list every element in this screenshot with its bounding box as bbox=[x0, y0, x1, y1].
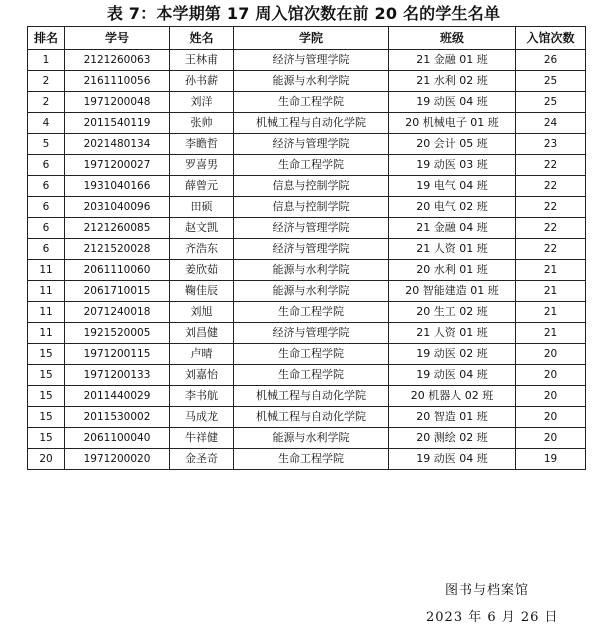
cell-class: 20 智能建造 01 班 bbox=[389, 281, 516, 302]
cell-class: 19 动医 02 班 bbox=[389, 344, 516, 365]
table-row bbox=[28, 386, 586, 407]
cell-student-id: 1971200020 bbox=[65, 449, 170, 470]
cell-rank: 6 bbox=[28, 176, 65, 197]
column-header-student-id: 学号 bbox=[65, 27, 170, 50]
table-row bbox=[28, 176, 586, 197]
cell-rank: 6 bbox=[28, 218, 65, 239]
cell-college: 信息与控制学院 bbox=[234, 197, 389, 218]
table-row bbox=[28, 50, 586, 71]
column-header-rank: 排名 bbox=[28, 27, 65, 50]
cell-visit-count: 25 bbox=[516, 92, 586, 113]
cell-class: 20 电气 02 班 bbox=[389, 197, 516, 218]
cell-rank: 6 bbox=[28, 239, 65, 260]
cell-name: 鞠佳辰 bbox=[170, 281, 234, 302]
cell-college: 生命工程学院 bbox=[234, 92, 389, 113]
cell-rank: 4 bbox=[28, 113, 65, 134]
cell-student-id: 1971200027 bbox=[65, 155, 170, 176]
cell-student-id: 2121260085 bbox=[65, 218, 170, 239]
cell-rank: 6 bbox=[28, 197, 65, 218]
cell-student-id: 2161110056 bbox=[65, 71, 170, 92]
footer-organization: 图书与档案馆 bbox=[445, 583, 530, 598]
cell-college: 生命工程学院 bbox=[234, 365, 389, 386]
cell-college: 生命工程学院 bbox=[234, 155, 389, 176]
cell-rank: 1 bbox=[28, 50, 65, 71]
cell-class: 20 智造 01 班 bbox=[389, 407, 516, 428]
cell-name: 刘昌健 bbox=[170, 323, 234, 344]
cell-student-id: 1971200133 bbox=[65, 365, 170, 386]
cell-class: 21 水利 02 班 bbox=[389, 71, 516, 92]
cell-name: 孙书薪 bbox=[170, 71, 234, 92]
cell-student-id: 2061710015 bbox=[65, 281, 170, 302]
cell-name: 张帅 bbox=[170, 113, 234, 134]
cell-college: 能源与水利学院 bbox=[234, 428, 389, 449]
cell-student-id: 1921520005 bbox=[65, 323, 170, 344]
cell-college: 经济与管理学院 bbox=[234, 218, 389, 239]
cell-name: 马成龙 bbox=[170, 407, 234, 428]
cell-name: 罗喜男 bbox=[170, 155, 234, 176]
cell-visit-count: 22 bbox=[516, 239, 586, 260]
cell-name: 薛曾元 bbox=[170, 176, 234, 197]
table-row bbox=[28, 239, 586, 260]
cell-class: 21 金融 04 班 bbox=[389, 218, 516, 239]
cell-class: 19 动医 04 班 bbox=[389, 449, 516, 470]
cell-class: 21 金融 01 班 bbox=[389, 50, 516, 71]
cell-visit-count: 21 bbox=[516, 281, 586, 302]
cell-rank: 11 bbox=[28, 302, 65, 323]
cell-class: 20 水利 01 班 bbox=[389, 260, 516, 281]
cell-visit-count: 20 bbox=[516, 344, 586, 365]
table-header-row bbox=[28, 27, 586, 50]
cell-rank: 15 bbox=[28, 386, 65, 407]
student-ranking-table bbox=[27, 26, 586, 470]
cell-student-id: 2121260063 bbox=[65, 50, 170, 71]
cell-name: 刘嘉怡 bbox=[170, 365, 234, 386]
cell-name: 卢晴 bbox=[170, 344, 234, 365]
table-row bbox=[28, 344, 586, 365]
table-row bbox=[28, 134, 586, 155]
cell-name: 姜欣茹 bbox=[170, 260, 234, 281]
table-row bbox=[28, 218, 586, 239]
cell-college: 经济与管理学院 bbox=[234, 239, 389, 260]
cell-visit-count: 22 bbox=[516, 155, 586, 176]
cell-name: 王林甫 bbox=[170, 50, 234, 71]
cell-rank: 15 bbox=[28, 407, 65, 428]
cell-rank: 11 bbox=[28, 323, 65, 344]
cell-rank: 15 bbox=[28, 365, 65, 386]
cell-visit-count: 23 bbox=[516, 134, 586, 155]
cell-class: 20 测绘 02 班 bbox=[389, 428, 516, 449]
cell-class: 21 人资 01 班 bbox=[389, 323, 516, 344]
cell-visit-count: 25 bbox=[516, 71, 586, 92]
cell-student-id: 2031040096 bbox=[65, 197, 170, 218]
cell-name: 田硕 bbox=[170, 197, 234, 218]
cell-college: 经济与管理学院 bbox=[234, 50, 389, 71]
table-row bbox=[28, 323, 586, 344]
cell-student-id: 2061110060 bbox=[65, 260, 170, 281]
cell-visit-count: 20 bbox=[516, 428, 586, 449]
cell-visit-count: 21 bbox=[516, 323, 586, 344]
cell-class: 19 动医 03 班 bbox=[389, 155, 516, 176]
cell-visit-count: 21 bbox=[516, 260, 586, 281]
table-row bbox=[28, 449, 586, 470]
cell-college: 信息与控制学院 bbox=[234, 176, 389, 197]
table-row bbox=[28, 113, 586, 134]
cell-name: 李书航 bbox=[170, 386, 234, 407]
table-row bbox=[28, 365, 586, 386]
cell-rank: 15 bbox=[28, 344, 65, 365]
table-row bbox=[28, 302, 586, 323]
cell-visit-count: 20 bbox=[516, 407, 586, 428]
cell-rank: 20 bbox=[28, 449, 65, 470]
table-body bbox=[28, 50, 586, 470]
cell-rank: 11 bbox=[28, 260, 65, 281]
cell-visit-count: 22 bbox=[516, 218, 586, 239]
table-row bbox=[28, 407, 586, 428]
column-header-college: 学院 bbox=[234, 27, 389, 50]
cell-rank: 2 bbox=[28, 71, 65, 92]
column-header-class: 班级 bbox=[389, 27, 516, 50]
cell-student-id: 2121520028 bbox=[65, 239, 170, 260]
cell-college: 生命工程学院 bbox=[234, 344, 389, 365]
cell-student-id: 2011530002 bbox=[65, 407, 170, 428]
cell-class: 20 机器人 02 班 bbox=[389, 386, 516, 407]
cell-visit-count: 22 bbox=[516, 197, 586, 218]
cell-visit-count: 26 bbox=[516, 50, 586, 71]
table-row bbox=[28, 281, 586, 302]
cell-student-id: 2071240018 bbox=[65, 302, 170, 323]
cell-rank: 11 bbox=[28, 281, 65, 302]
cell-name: 齐浩东 bbox=[170, 239, 234, 260]
table-row bbox=[28, 428, 586, 449]
cell-student-id: 1971200115 bbox=[65, 344, 170, 365]
cell-class: 20 会计 05 班 bbox=[389, 134, 516, 155]
table-row bbox=[28, 71, 586, 92]
cell-visit-count: 20 bbox=[516, 365, 586, 386]
cell-college: 机械工程与自动化学院 bbox=[234, 386, 389, 407]
cell-rank: 2 bbox=[28, 92, 65, 113]
cell-student-id: 1971200048 bbox=[65, 92, 170, 113]
cell-college: 经济与管理学院 bbox=[234, 134, 389, 155]
cell-visit-count: 22 bbox=[516, 176, 586, 197]
table-row bbox=[28, 155, 586, 176]
cell-college: 机械工程与自动化学院 bbox=[234, 113, 389, 134]
cell-name: 李瞻哲 bbox=[170, 134, 234, 155]
column-header-visit-count: 入馆次数 bbox=[516, 27, 586, 50]
cell-college: 机械工程与自动化学院 bbox=[234, 407, 389, 428]
cell-name: 刘洋 bbox=[170, 92, 234, 113]
cell-student-id: 1931040166 bbox=[65, 176, 170, 197]
cell-visit-count: 21 bbox=[516, 302, 586, 323]
cell-student-id: 2021480134 bbox=[65, 134, 170, 155]
footer-date: 2023 年 6 月 26 日 bbox=[426, 610, 559, 625]
cell-rank: 5 bbox=[28, 134, 65, 155]
cell-college: 生命工程学院 bbox=[234, 449, 389, 470]
table-row bbox=[28, 92, 586, 113]
cell-class: 21 人资 01 班 bbox=[389, 239, 516, 260]
cell-rank: 15 bbox=[28, 428, 65, 449]
cell-college: 能源与水利学院 bbox=[234, 71, 389, 92]
cell-visit-count: 24 bbox=[516, 113, 586, 134]
document-title: 表 7：本学期第 17 周入馆次数在前 20 名的学生名单 bbox=[106, 4, 501, 23]
cell-college: 经济与管理学院 bbox=[234, 323, 389, 344]
cell-visit-count: 19 bbox=[516, 449, 586, 470]
cell-student-id: 2011540119 bbox=[65, 113, 170, 134]
cell-class: 19 动医 04 班 bbox=[389, 92, 516, 113]
cell-name: 金圣奇 bbox=[170, 449, 234, 470]
table-row bbox=[28, 260, 586, 281]
table-row bbox=[28, 197, 586, 218]
cell-student-id: 2011440029 bbox=[65, 386, 170, 407]
column-header-name: 姓名 bbox=[170, 27, 234, 50]
cell-class: 19 动医 04 班 bbox=[389, 365, 516, 386]
cell-name: 赵文凯 bbox=[170, 218, 234, 239]
cell-college: 生命工程学院 bbox=[234, 302, 389, 323]
cell-college: 能源与水利学院 bbox=[234, 260, 389, 281]
cell-name: 牛祥健 bbox=[170, 428, 234, 449]
cell-visit-count: 20 bbox=[516, 386, 586, 407]
cell-name: 刘旭 bbox=[170, 302, 234, 323]
cell-class: 20 生工 02 班 bbox=[389, 302, 516, 323]
cell-class: 20 机械电子 01 班 bbox=[389, 113, 516, 134]
cell-college: 能源与水利学院 bbox=[234, 281, 389, 302]
cell-rank: 6 bbox=[28, 155, 65, 176]
cell-student-id: 2061100040 bbox=[65, 428, 170, 449]
cell-class: 19 电气 04 班 bbox=[389, 176, 516, 197]
